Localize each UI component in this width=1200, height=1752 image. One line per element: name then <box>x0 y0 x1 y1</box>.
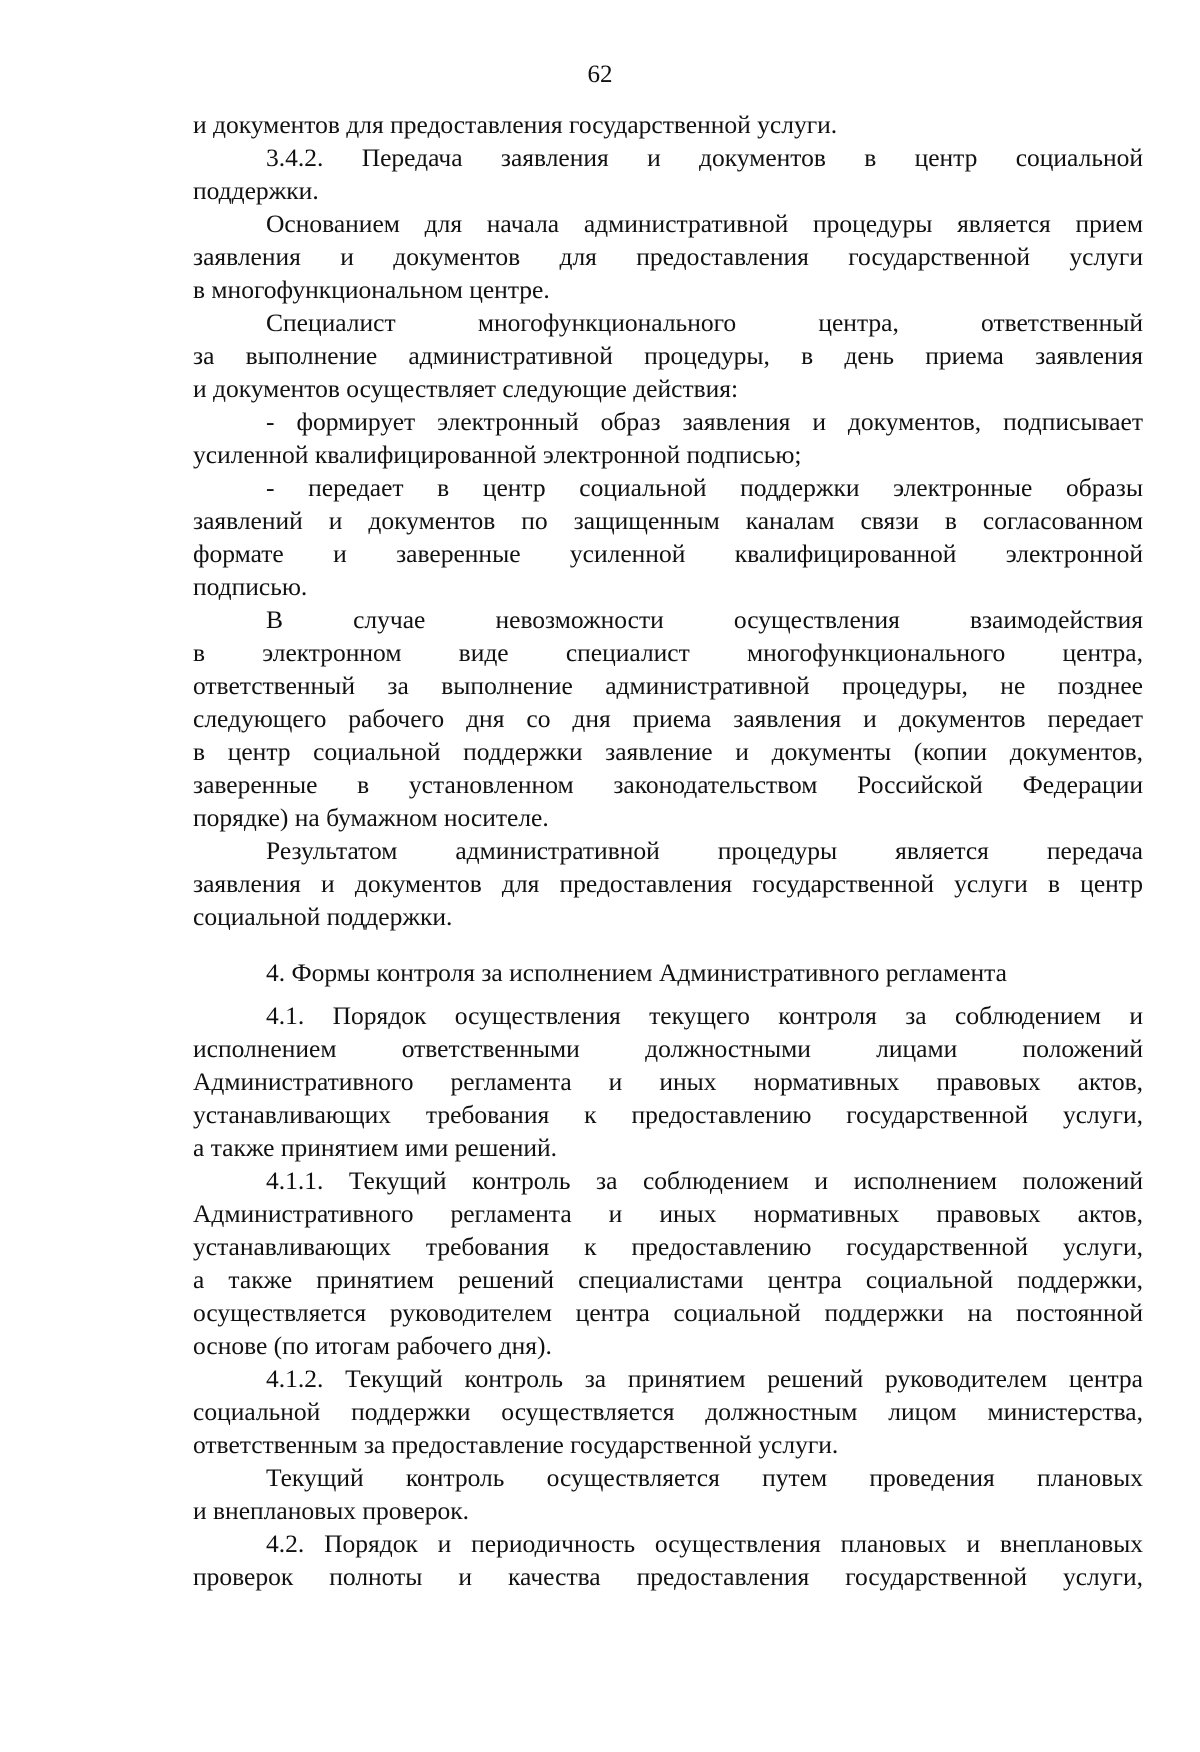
section-heading <box>193 956 1143 989</box>
text-line: проверок полноты и качества предоставления государственной услуги, <box>193 1562 1143 1591</box>
text-line: Административного регламента и иных нормативных правовых актов, <box>193 1067 1143 1096</box>
paragraph-basis <box>193 207 1143 306</box>
text-line: в центр социальной поддержки заявление и документы (копии документов, <box>193 737 1143 766</box>
section-title: 4. Формы контроля за исполнением Административного регламента <box>266 958 1007 987</box>
text-line: а также принятием ими решений. <box>193 1133 558 1162</box>
text-line: следующего рабочего дня со дня приема заявления и документов передает <box>193 704 1143 733</box>
text-line: и внеплановых проверок. <box>193 1496 470 1525</box>
text-line: социальной поддержки осуществляется должностным лицом министерства, <box>193 1397 1143 1426</box>
text-line: основе (по итогам рабочего дня). <box>193 1331 552 1360</box>
text-line: в электронном виде специалист многофункционального центра, <box>193 638 1143 667</box>
paragraph-4-1 <box>193 999 1143 1164</box>
text-line: 4.1.1. Текущий контроль за соблюдением и исполнением положений <box>266 1166 1143 1195</box>
text-line: заявления и документов для предоставления государственной услуги <box>193 242 1143 271</box>
text-line: 4.1.2. Текущий контроль за принятием решений руководителем центра <box>266 1364 1143 1393</box>
text-line: Результатом административной процедуры является передача <box>266 836 1143 865</box>
text-line: формате и заверенные усиленной квалифицированной электронной <box>193 539 1143 568</box>
text-line: исполнением ответственными должностными лицами положений <box>193 1034 1143 1063</box>
text-line: а также принятием решений специалистами центра социальной поддержки, <box>193 1265 1143 1294</box>
paragraph-4-1-1 <box>193 1164 1143 1362</box>
text-line: и документов для предоставления государственной услуги. <box>193 110 838 139</box>
text-line: усиленной квалифицированной электронной подписью; <box>193 440 802 469</box>
text-line: В случае невозможности осуществления взаимодействия <box>266 605 1143 634</box>
section-spacer <box>193 933 1143 956</box>
list-item-transfers-images <box>193 471 1143 603</box>
paragraph-result <box>193 834 1143 933</box>
page-number: 62 <box>587 61 613 88</box>
text-line: - формирует электронный образ заявления и документов, подписывает <box>266 407 1143 436</box>
paragraph-current-control <box>193 1461 1143 1527</box>
text-line: в многофункциональном центре. <box>193 275 550 304</box>
paragraph-4-2 <box>193 1527 1143 1593</box>
paragraph-specialist <box>193 306 1143 405</box>
text-line: порядке) на бумажном носителе. <box>193 803 549 832</box>
text-line: Текущий контроль осуществляется путем проведения плановых <box>266 1463 1143 1492</box>
text-line: - передает в центр социальной поддержки электронные образы <box>266 473 1143 502</box>
text-line: 4.1. Порядок осуществления текущего контроля за соблюдением и <box>266 1001 1143 1030</box>
text-line: заявлений и документов по защищенным каналам связи в согласованном <box>193 506 1143 535</box>
text-line: и документов осуществляет следующие действия: <box>193 374 739 403</box>
text-line: подписью. <box>193 572 308 601</box>
list-item-forms-image <box>193 405 1143 471</box>
text-line: заявления и документов для предоставления государственной услуги в центр <box>193 869 1143 898</box>
text-line: поддержки. <box>193 176 319 205</box>
text-line: Административного регламента и иных нормативных правовых актов, <box>193 1199 1143 1228</box>
text-line: устанавливающих требования к предоставлению государственной услуги, <box>193 1100 1143 1129</box>
text-line: устанавливающих требования к предоставлению государственной услуги, <box>193 1232 1143 1261</box>
paragraph-continuation <box>193 108 1143 141</box>
heading-spacer <box>193 989 1143 999</box>
paragraph-impossibility <box>193 603 1143 834</box>
text-line: 4.2. Порядок и периодичность осуществления плановых и внеплановых <box>266 1529 1143 1558</box>
text-line: Специалист многофункционального центра, ответственный <box>266 308 1143 337</box>
text-line: ответственный за выполнение административной процедуры, не позднее <box>193 671 1143 700</box>
text-line: Основанием для начала административной процедуры является прием <box>266 209 1143 238</box>
text-line: социальной поддержки. <box>193 902 453 931</box>
text-line: ответственным за предоставление государственной услуги. <box>193 1430 839 1459</box>
text-line: 3.4.2. Передача заявления и документов в центр социальной <box>266 143 1143 172</box>
text-line: заверенные в установленном законодательством Российской Федерации <box>193 770 1143 799</box>
document-body <box>193 108 1143 1593</box>
text-line: за выполнение административной процедуры, в день приема заявления <box>193 341 1143 370</box>
paragraph-3-4-2 <box>193 141 1143 207</box>
text-line: осуществляется руководителем центра социальной поддержки на постоянной <box>193 1298 1143 1327</box>
paragraph-4-1-2 <box>193 1362 1143 1461</box>
